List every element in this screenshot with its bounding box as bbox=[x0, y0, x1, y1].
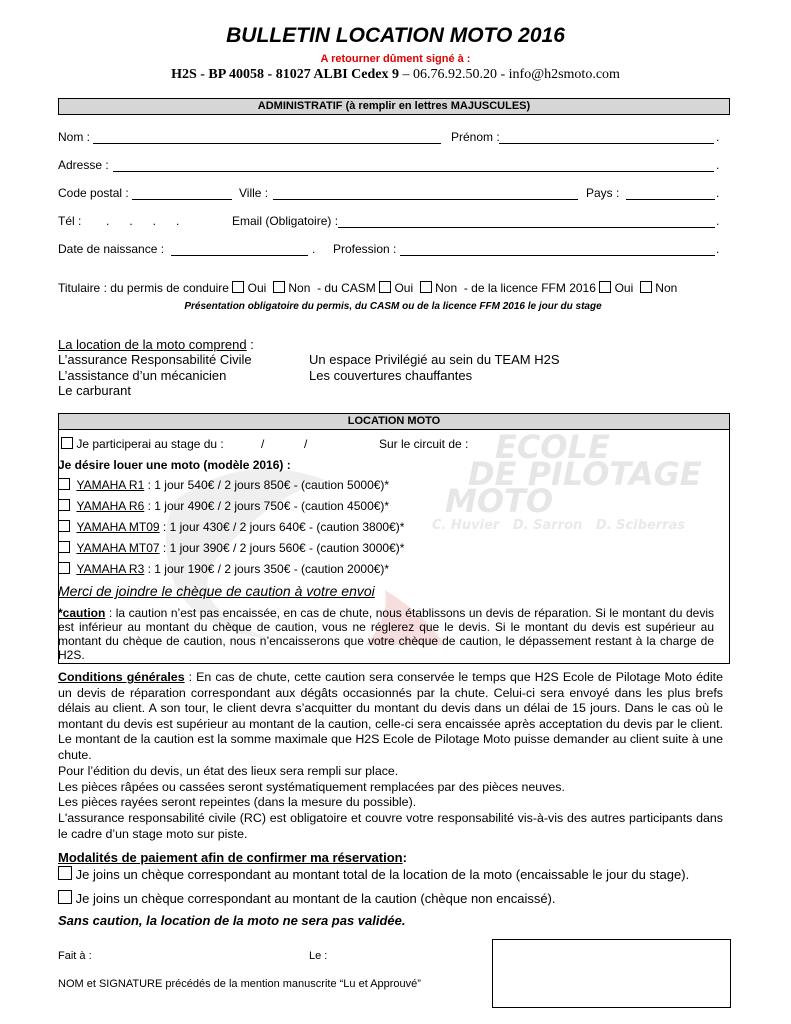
signature-box[interactable] bbox=[492, 939, 731, 1008]
adresse-end-dot: . bbox=[716, 158, 720, 172]
moto-checkbox[interactable] bbox=[58, 541, 70, 553]
casm-oui-checkbox[interactable] bbox=[379, 281, 391, 293]
email-end-dot: . bbox=[716, 214, 720, 228]
stage-label: Je participerai au stage du : bbox=[76, 437, 224, 451]
caution-label: *caution bbox=[58, 606, 106, 620]
payment-option-1-checkbox[interactable] bbox=[58, 866, 72, 880]
moto-price: : 1 jour 390€ / 2 jours 560€ - (caution 3000€)* bbox=[159, 541, 405, 555]
includes-right-list bbox=[309, 352, 560, 383]
stage-checkbox[interactable] bbox=[61, 437, 73, 449]
watermark-ecole: ECOLE bbox=[495, 428, 610, 466]
ffm-non-checkbox[interactable] bbox=[640, 281, 652, 293]
adresse-field[interactable] bbox=[113, 159, 714, 172]
ffm-oui-label: Oui bbox=[614, 281, 634, 295]
conditions-line: Pour l’édition du devis, un état des lieux sera rempli sur place. bbox=[58, 764, 399, 778]
model-label: Je désire louer une moto (modèle 2016) bbox=[58, 458, 284, 472]
tel-field[interactable]: . . . . bbox=[106, 214, 180, 228]
moto-model: YAMAHA MT07 bbox=[76, 541, 160, 555]
casm-label: - du CASM bbox=[317, 281, 376, 295]
section-administratif: ADMINISTRATIF (à remplir en lettres MAJUSCULES) bbox=[58, 98, 730, 115]
conditions-text: : En cas de chute, cette caution sera conservée le temps que H2S Ecole de Pilotage Moto édite un devis de réparation correspondant aux dégâts occasionnés par la chute. Celui-ci sera envoyé dans les plus brefs délais au client. A son tour, le client devra s’acquitter du montant du devis dans un délai de 15 jours. Dans le cas où le montant du devis est supérieur au montant de la caution, celle-ci sera encaissée après acceptation du devis par le client. Le montant de la caution est la somme maximale que H2S Ecole de Pilotage Moto puisse demander au client suite à une chute. bbox=[58, 670, 723, 762]
profession-end-dot: . bbox=[716, 242, 720, 256]
return-note: A retourner dûment signé à : bbox=[320, 53, 471, 65]
permis-oui-checkbox[interactable] bbox=[232, 281, 244, 293]
merci-caution: Merci de joindre le chèque de caution à votre envoi bbox=[58, 583, 375, 599]
nom-field[interactable] bbox=[93, 131, 441, 144]
caution-warning: Sans caution, la location de la moto ne sera pas validée. bbox=[58, 913, 406, 928]
ffm-non-label: Non bbox=[655, 281, 678, 295]
prenom-field[interactable] bbox=[499, 131, 714, 144]
watermark-pilotage: DE PILOTAGE bbox=[468, 455, 702, 493]
includes-heading-text: La location de la moto comprend bbox=[58, 337, 247, 352]
titulaire-row bbox=[58, 281, 677, 295]
profession-label: Profession : bbox=[333, 242, 397, 256]
conditions-line: Les pièces râpées ou cassées seront systématiquement remplacées par des pièces neuves. bbox=[58, 779, 565, 794]
moto-option[interactable] bbox=[58, 478, 389, 492]
naissance-label: Date de naissance : bbox=[58, 242, 165, 256]
model-heading bbox=[58, 458, 291, 472]
moto-price: : 1 jour 490€ / 2 jours 750€ - (caution 4500€)* bbox=[144, 499, 390, 513]
moto-option[interactable] bbox=[58, 541, 404, 555]
address-bold: H2S - BP 40058 - 81027 ALBI Cedex 9 bbox=[171, 67, 399, 82]
ffm-oui-checkbox[interactable] bbox=[599, 281, 611, 293]
document-title: BULLETIN LOCATION MOTO 2016 bbox=[226, 24, 565, 47]
permis-oui-label: Oui bbox=[247, 281, 267, 295]
signature-mention: NOM et SIGNATURE précédés de la mention manuscrite “Lu et Approuvé” bbox=[58, 978, 421, 990]
pays-label: Pays : bbox=[586, 186, 620, 200]
includes-item: L’assurance Responsabilité Civile bbox=[58, 352, 252, 367]
date-separator: / bbox=[261, 437, 265, 451]
prenom-label: Prénom : bbox=[451, 130, 500, 144]
moto-option[interactable] bbox=[58, 520, 404, 534]
pays-field[interactable] bbox=[626, 187, 715, 200]
payment-option-2-label: Je joins un chèque correspondant au montant de la caution (chèque non encaissé). bbox=[75, 891, 556, 906]
prenom-end-dot: . bbox=[716, 130, 720, 144]
moto-price: : 1 jour 540€ / 2 jours 850€ - (caution 5000€)* bbox=[144, 478, 390, 492]
stage-row bbox=[61, 437, 224, 451]
ffm-label: - de la licence FFM 2016 bbox=[463, 281, 596, 295]
includes-item: L’assistance d’un mécanicien bbox=[58, 367, 227, 383]
permis-non-checkbox[interactable] bbox=[273, 281, 285, 293]
moto-option[interactable] bbox=[58, 562, 389, 576]
includes-item: Un espace Privilégié au sein du TEAM H2S bbox=[309, 352, 560, 367]
pays-end-dot: . bbox=[716, 186, 720, 200]
moto-model: YAMAHA MT09 bbox=[76, 520, 160, 534]
code-postal-field[interactable] bbox=[132, 187, 232, 200]
le-label: Le : bbox=[309, 950, 328, 962]
includes-left-list bbox=[58, 352, 252, 399]
caution-text: : la caution n’est pas encaissée, en cas de chute, nous établissons un devis de réparation. Si le montant du devis est inférieur au montant du chèque de caution, vous ne réglerez que le devis. Si le montant du devis est supérieur au montant du chèque de caution, nous n’encaisserons que votre chèque de caution, le dépassement restant à la charge de H2S. bbox=[58, 606, 714, 662]
moto-price: : 1 jour 430€ / 2 jours 640€ - (caution 3800€)* bbox=[159, 520, 405, 534]
model-colon: : bbox=[283, 458, 291, 472]
caution-paragraph bbox=[58, 606, 714, 662]
nom-label: Nom : bbox=[58, 130, 91, 144]
payment-option-2-checkbox[interactable] bbox=[58, 890, 72, 904]
watermark-moto: MOTO bbox=[445, 482, 554, 520]
address-contact: – 06.76.92.50.20 - info@h2smoto.com bbox=[398, 67, 620, 82]
contact-address bbox=[0, 67, 791, 83]
email-field[interactable] bbox=[338, 215, 715, 228]
moto-checkbox[interactable] bbox=[58, 478, 70, 490]
naissance-end-dot: . bbox=[312, 242, 316, 256]
conditions-label: Conditions générales bbox=[58, 670, 185, 684]
payment-option-2[interactable] bbox=[58, 890, 556, 906]
profession-field[interactable] bbox=[400, 243, 715, 256]
moto-model: YAMAHA R1 bbox=[76, 478, 145, 492]
casm-oui-label: Oui bbox=[394, 281, 414, 295]
moto-price: : 1 jour 190€ / 2 jours 350€ - (caution 2000€)* bbox=[144, 562, 390, 576]
moto-checkbox[interactable] bbox=[58, 562, 70, 574]
includes-item: Le carburant bbox=[58, 383, 131, 398]
casm-non-checkbox[interactable] bbox=[420, 281, 432, 293]
naissance-field[interactable] bbox=[171, 243, 308, 256]
email-label: Email (Obligatoire) : bbox=[232, 214, 339, 228]
conditions-paragraph bbox=[58, 670, 723, 763]
circuit-label: Sur le circuit de : bbox=[379, 437, 469, 451]
payment-heading-text: Modalités de paiement afin de confirmer ma réservation bbox=[58, 850, 403, 865]
payment-option-1[interactable] bbox=[58, 866, 689, 882]
includes-heading-colon: : bbox=[246, 337, 254, 352]
fait-label: Fait à : bbox=[58, 950, 92, 962]
moto-checkbox[interactable] bbox=[58, 520, 70, 532]
payment-heading bbox=[58, 850, 407, 865]
moto-model: YAMAHA R6 bbox=[76, 499, 145, 513]
watermark-names: C. Huvier D. Sarron D. Sciberras bbox=[432, 518, 686, 533]
conditions-line: Les pièces rayées seront repeintes (dans la mesure du possible). bbox=[58, 795, 417, 809]
date-separator: / bbox=[304, 437, 308, 451]
conditions-lines bbox=[58, 764, 723, 811]
code-postal-label: Code postal : bbox=[58, 186, 129, 200]
section-location-moto: LOCATION MOTO bbox=[58, 413, 730, 430]
payment-option-1-label: Je joins un chèque correspondant au montant total de la location de la moto (encaissable le jour du stage). bbox=[75, 867, 690, 882]
includes-item: Les couvertures chauffantes bbox=[309, 367, 473, 383]
ville-label: Ville : bbox=[239, 186, 269, 200]
casm-non-label: Non bbox=[435, 281, 458, 295]
moto-model: YAMAHA R3 bbox=[76, 562, 145, 576]
ville-field[interactable] bbox=[273, 187, 578, 200]
payment-heading-colon: : bbox=[402, 850, 407, 865]
moto-option[interactable] bbox=[58, 499, 389, 513]
includes-heading bbox=[58, 337, 254, 352]
permis-non-label: Non bbox=[288, 281, 311, 295]
moto-checkbox[interactable] bbox=[58, 499, 70, 511]
adresse-label: Adresse : bbox=[58, 158, 109, 172]
titulaire-label: Titulaire : du permis de conduire bbox=[58, 281, 229, 295]
presentation-note: Présentation obligatoire du permis, du CASM ou de la licence FFM 2016 le jour du stage bbox=[184, 301, 602, 312]
tel-label: Tél : bbox=[58, 214, 82, 228]
rc-paragraph: L'assurance responsabilité civile (RC) est obligatoire et couvre votre responsabilité vis-à-vis des autres participants dans le cadre d’un stage moto sur piste. bbox=[58, 811, 723, 841]
